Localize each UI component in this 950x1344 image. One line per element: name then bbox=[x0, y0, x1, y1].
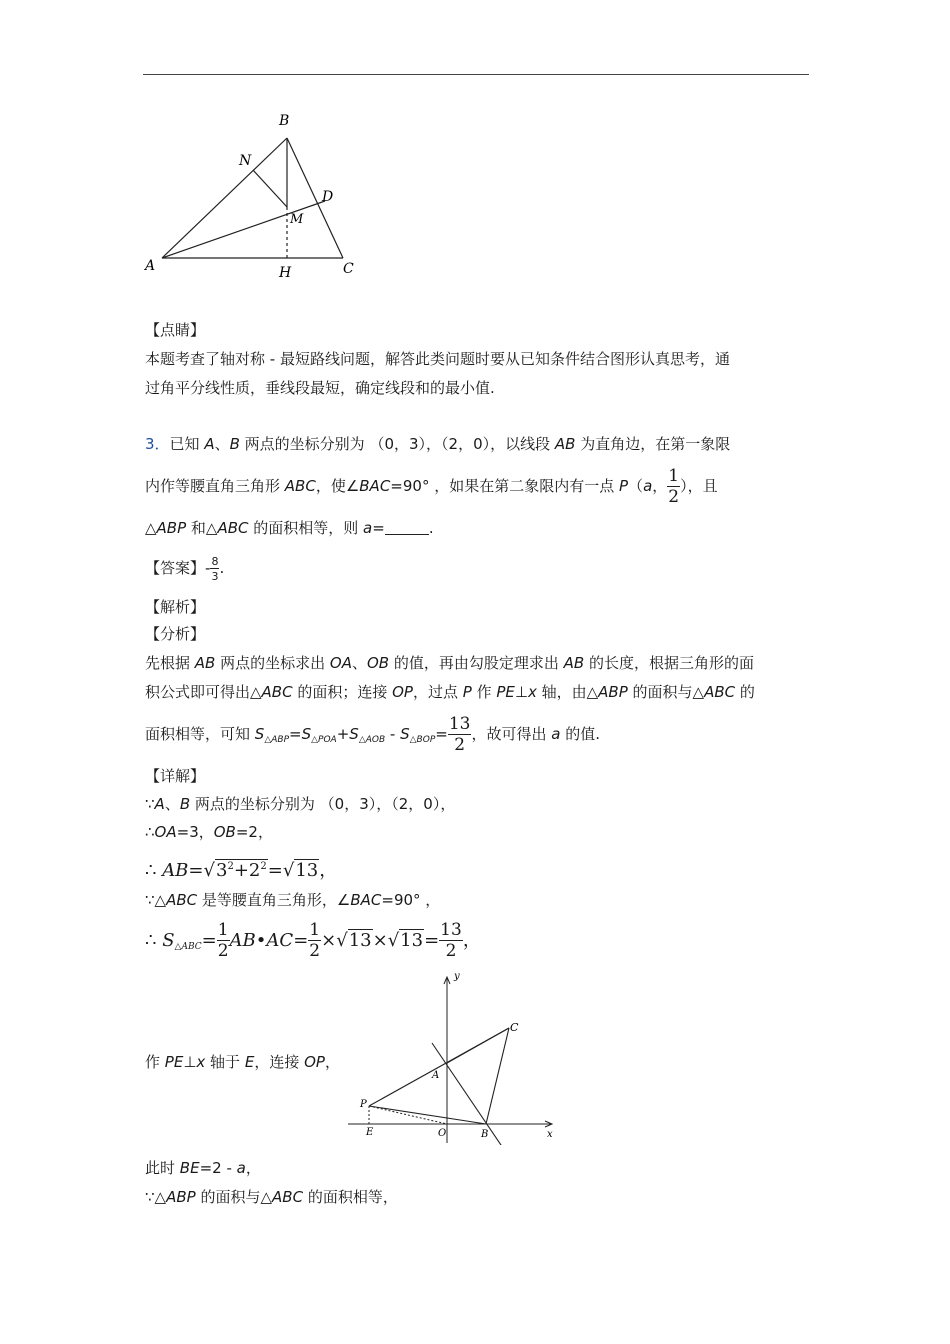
jiexi-header: 【解析】 bbox=[145, 598, 206, 616]
q3-line2: 内作等腰直角三角形 ABC，使∠BAC=90° ，如果在第二象限内有一点 P（a， $\frac{1}{2}$ ），且 bbox=[145, 465, 718, 507]
label-A: A bbox=[432, 1070, 440, 1081]
label-B: B bbox=[279, 113, 290, 129]
label-C: C bbox=[510, 1021, 519, 1034]
cishi-line: 此时 BE=2 - a， bbox=[145, 1159, 261, 1177]
sqrt-13: √13 bbox=[282, 860, 319, 881]
sqrt-3sq-plus-2sq: $√3^2+2^2$ bbox=[203, 860, 267, 881]
label-P: P bbox=[360, 1099, 367, 1110]
label-C: C bbox=[343, 261, 354, 277]
last-line: ∵△ABP 的面积与△ABC 的面积相等， bbox=[145, 1188, 398, 1206]
xiangjie-line1: ∵A、B 两点的坐标分别为 （0，3），（2，0）， bbox=[145, 795, 456, 813]
fenxi-header: 【分析】 bbox=[145, 625, 206, 643]
dianjing-header: 【点睛】 bbox=[145, 321, 206, 339]
answer-blank bbox=[385, 520, 429, 535]
xiangjie-line5: ∴ $S_{\triangle ABC}=$ $\frac{1}{2}$ AB•AC= $\frac{1}{2}$ ×√13×√13= $\frac{13}{2}$ ， bbox=[145, 920, 481, 961]
xiangjie-header: 【详解】 bbox=[145, 767, 206, 785]
label-E: E bbox=[366, 1127, 374, 1138]
answer-fraction: $\frac{8}{3}$ bbox=[211, 554, 219, 583]
dianjing-line1: 本题考查了轴对称 - 最短路线问题，解答此类问题时要从已知条件结合图形认真思考，通 bbox=[145, 350, 730, 368]
header-rule bbox=[143, 74, 809, 75]
question-number: 3． bbox=[145, 435, 170, 453]
fenxi-line1: 先根据 AB 两点的坐标求出 OA、OB 的值，再由勾股定理求出 AB 的长度，根据三角形的面 bbox=[145, 654, 754, 672]
fraction-one-half: $\frac{1}{2}$ bbox=[668, 465, 680, 507]
dianjing-line2: 过角平分线性质，垂线段最短，确定线段和的最小值. bbox=[145, 379, 495, 397]
fraction-13-over-2: $\frac{13}{2}$ bbox=[448, 713, 471, 755]
answer-line: 【答案】- $\frac{8}{3}$ . bbox=[145, 554, 225, 583]
q3-line3: △ABP 和△ABC 的面积相等，则 a= . bbox=[145, 519, 434, 537]
label-D: D bbox=[322, 189, 334, 205]
label-B: B bbox=[481, 1129, 489, 1140]
fenxi-line3: 面积相等，可知 $S_{\triangle ABP}=S_{\triangle POA}+S_{\triangle AOB} - S_{\triangle BOP}=$ $\frac{13}{2}$ ，故可得出 a 的值. bbox=[145, 713, 600, 755]
xiangjie-line2: ∴OA=3，OB=2， bbox=[145, 823, 273, 841]
label-x: x bbox=[547, 1129, 553, 1140]
label-y: y bbox=[454, 971, 460, 982]
xiangjie-line4: ∵△ABC 是等腰直角三角形，∠BAC=90° ， bbox=[145, 891, 441, 909]
xiangjie-line3: ∴ $AB=√3^2+2^2=√13$， bbox=[145, 853, 337, 885]
coordinate-figure bbox=[340, 965, 565, 1145]
label-M: M bbox=[290, 212, 304, 227]
q3-line1: 3．已知 A、B 两点的坐标分别为 （0，3），（2，0），以线段 AB 为直角边，在第一象限 bbox=[145, 435, 731, 453]
label-H: H bbox=[279, 265, 292, 281]
label-O: O bbox=[438, 1128, 447, 1139]
label-A: A bbox=[145, 258, 156, 274]
label-N: N bbox=[239, 153, 252, 169]
zuo-line: 作 PE⊥x 轴于 E，连接 OP， bbox=[145, 1053, 340, 1071]
fenxi-line2: 积公式即可得出△ABC 的面积；连接 OP，过点 P 作 PE⊥x 轴，由△ABP 的面积与△ABC 的 bbox=[145, 683, 755, 701]
triangle-figure bbox=[135, 105, 375, 285]
